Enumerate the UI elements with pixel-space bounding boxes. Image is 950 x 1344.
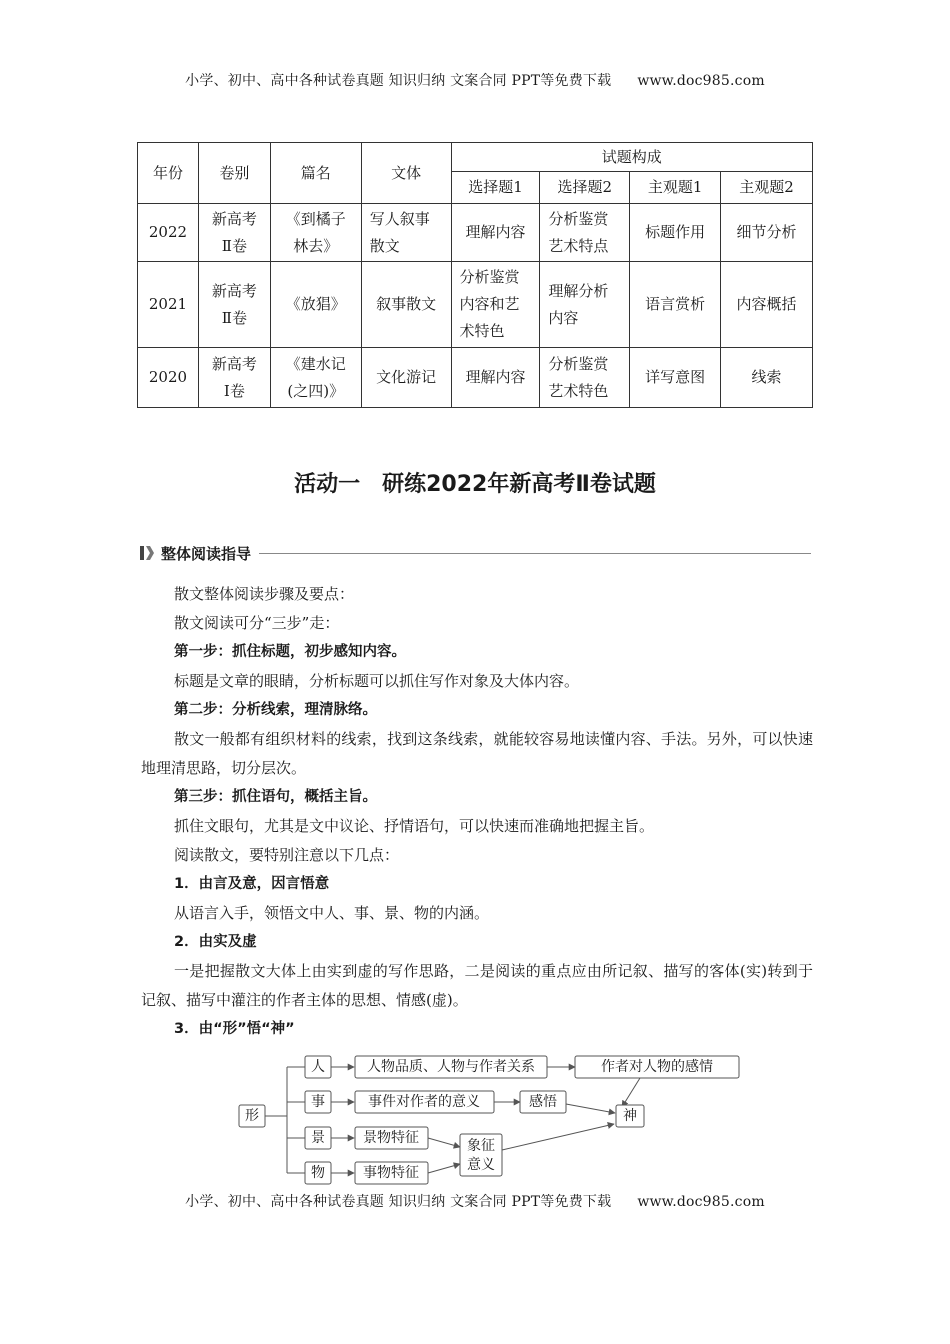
cell-q4: 线索 [721, 348, 813, 408]
cell-q3: 标题作用 [630, 204, 721, 262]
activity-title: 活动一 研练2022年新高考Ⅱ卷试题 [294, 472, 656, 497]
step-heading: 第三步：抓住语句，概括主旨。 [174, 789, 377, 805]
header-q3: 主观题1 [630, 172, 721, 204]
node-person-detail: 人物品质、人物与作者关系 [367, 1059, 535, 1075]
step-heading: 第一步：抓住标题，初步感知内容。 [174, 644, 406, 660]
cell-year: 2022 [138, 204, 199, 262]
section-title: 整体阅读指导 [161, 544, 252, 563]
table-row [138, 204, 813, 262]
footer-site: www.doc985.com [637, 1194, 765, 1210]
cell-q4: 内容概括 [721, 262, 813, 348]
exam-table [137, 142, 813, 408]
section-divider [259, 553, 811, 554]
header-q2: 选择题2 [540, 172, 630, 204]
node-symbol-line1: 象征 [467, 1138, 495, 1154]
cell-genre: 写人叙事 散文 [361, 204, 451, 262]
cell-year: 2020 [138, 348, 199, 408]
header-genre: 文体 [361, 143, 451, 204]
section-marker-icon [139, 545, 155, 561]
paragraph: 散文阅读可分“三步”走： [174, 614, 340, 632]
table-row [138, 262, 813, 348]
node-insight: 感悟 [529, 1094, 557, 1110]
point-heading: 2．由实及虚 [174, 934, 257, 950]
reading-guide [141, 580, 813, 1044]
page-header [0, 70, 950, 90]
cell-genre: 文化游记 [361, 348, 451, 408]
node-symbol-line2: 意义 [467, 1157, 495, 1173]
paragraph: 阅读散文，要特别注意以下几点： [174, 846, 400, 864]
step-heading: 第二步：分析线索，理清脉络。 [174, 702, 377, 718]
header-composition: 试题构成 [451, 143, 812, 172]
cell-q3: 详写意图 [630, 348, 721, 408]
cell-q1: 理解内容 [451, 204, 540, 262]
paragraph: 标题是文章的眼睛，分析标题可以抓住写作对象及大体内容。 [174, 672, 580, 690]
header-q4: 主观题2 [721, 172, 813, 204]
cell-q3: 语言赏析 [630, 262, 721, 348]
node-form: 形 [245, 1108, 259, 1124]
node-thing: 物 [311, 1165, 325, 1181]
paragraph: 抓住文眼句，尤其是文中议论、抒情语句，可以快速而准确地把握主旨。 [174, 817, 655, 835]
header-volume: 卷别 [198, 143, 270, 204]
node-scene-feature: 景物特征 [363, 1130, 419, 1146]
cell-q1: 理解内容 [451, 348, 540, 408]
cell-title: 《建水记 (之四)》 [270, 348, 361, 408]
node-event-detail: 事件对作者的意义 [368, 1094, 480, 1110]
paragraph: 一是把握散文大体上由实到虚的写作思路，二是阅读的重点应由所记叙、描写的客体(实)转到于记叙、描写中灌注的作者主体的思想、情感(虚)。 [141, 962, 813, 1009]
header-site: www.doc985.com [637, 73, 765, 89]
node-event: 事 [311, 1094, 325, 1110]
paragraph: 从语言入手，领悟文中人、事、景、物的内涵。 [174, 904, 490, 922]
header-year: 年份 [138, 143, 199, 204]
node-scene: 景 [311, 1130, 325, 1146]
node-person-feeling: 作者对人物的感情 [601, 1059, 713, 1075]
page-footer [0, 1191, 950, 1211]
header-text: 小学、初中、高中各种试卷真题 知识归纳 文案合同 PPT等免费下载 [185, 73, 612, 89]
paragraph: 散文一般都有组织材料的线索，找到这条线索，就能较容易地读懂内容、手法。另外，可以快速地理清思路，切分层次。 [141, 730, 813, 777]
cell-q2: 分析鉴赏 艺术特色 [540, 348, 630, 408]
section-header [139, 541, 811, 565]
paragraph: 散文整体阅读步骤及要点： [174, 585, 355, 603]
header-title: 篇名 [270, 143, 361, 204]
table-row [138, 348, 813, 408]
cell-genre: 叙事散文 [361, 262, 451, 348]
cell-title: 《放猖》 [270, 262, 361, 348]
cell-q2: 理解分析 内容 [540, 262, 630, 348]
node-thing-feature: 事物特征 [363, 1165, 419, 1181]
node-person: 人 [311, 1059, 325, 1075]
footer-text: 小学、初中、高中各种试卷真题 知识归纳 文案合同 PPT等免费下载 [185, 1194, 612, 1210]
cell-q4: 细节分析 [721, 204, 813, 262]
header-q1: 选择题1 [451, 172, 540, 204]
cell-volume: 新高考 Ⅱ卷 [198, 262, 270, 348]
form-spirit-diagram [230, 1050, 750, 1190]
point-heading: 1．由言及意，因言悟意 [174, 876, 330, 892]
cell-volume: 新高考 Ⅱ卷 [198, 204, 270, 262]
cell-q1: 分析鉴赏 内容和艺 术特色 [451, 262, 540, 348]
node-spirit: 神 [623, 1108, 637, 1124]
table-header-row [138, 143, 813, 172]
cell-q2: 分析鉴赏 艺术特点 [540, 204, 630, 262]
cell-volume: 新高考 Ⅰ卷 [198, 348, 270, 408]
cell-title: 《到橘子 林去》 [270, 204, 361, 262]
point-heading: 3．由“形”悟“神” [174, 1021, 295, 1037]
cell-year: 2021 [138, 262, 199, 348]
